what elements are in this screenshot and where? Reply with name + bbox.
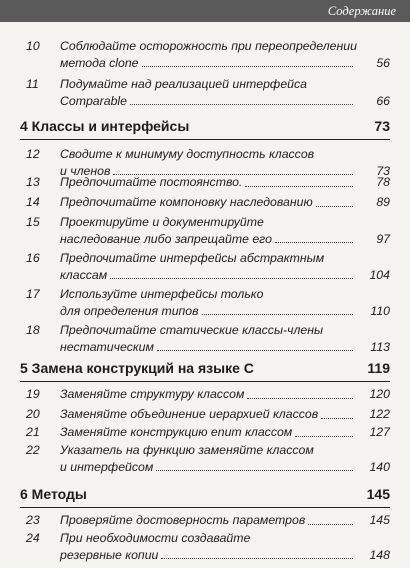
entry-number: 24 — [26, 531, 40, 545]
entry-number: 17 — [26, 287, 40, 301]
toc-entry-23 — [26, 512, 390, 529]
chapter-page: 145 — [366, 486, 390, 502]
entry-title-line: наследование либо запрещайте его — [60, 231, 272, 246]
entry-title-line: для определения типов — [60, 303, 199, 318]
entry-page: 110 — [370, 303, 390, 318]
toc-entry-21 — [26, 424, 390, 441]
entry-title-line: Сводите к минимуму доступность классов — [60, 147, 315, 161]
entry-title-line: и членов — [60, 163, 111, 178]
dot-leader — [316, 206, 353, 207]
dot-leader — [142, 66, 353, 67]
toc-entry-19 — [26, 386, 390, 403]
chapter-title: 5 Замена конструкций на языке С — [20, 360, 254, 376]
toc-entry-16 — [26, 250, 390, 283]
entry-page: 140 — [369, 459, 390, 474]
chapter-heading-4 — [20, 116, 390, 138]
entry-title-line: При необходимости создавайте — [60, 531, 251, 545]
entry-title-line: метода clone — [60, 55, 139, 70]
entry-number: 13 — [26, 175, 40, 189]
toc-entry-20 — [26, 406, 390, 423]
dot-leader — [308, 524, 353, 525]
entry-title-line: нестатическим — [60, 339, 154, 354]
entry-page: 73 — [376, 163, 390, 178]
dot-leader — [110, 278, 353, 279]
toc-entry-15 — [26, 214, 390, 247]
entry-page: 145 — [369, 513, 390, 527]
dot-leader — [295, 436, 353, 437]
dot-leader — [157, 350, 353, 351]
entry-title-line: Используйте интерфейсы только — [60, 287, 264, 301]
dot-leader — [245, 186, 353, 187]
entry-page: 56 — [376, 55, 390, 70]
chapter-title: 6 Методы — [20, 486, 87, 502]
header-title: Содержание — [327, 4, 396, 18]
entry-title-line: и интерфейсом — [60, 459, 154, 474]
chapter-rule — [20, 139, 390, 140]
entry-page: 89 — [376, 195, 390, 209]
entry-number: 10 — [26, 39, 40, 53]
entry-page: 127 — [369, 425, 390, 439]
dot-leader — [156, 470, 353, 471]
entry-number: 23 — [26, 513, 40, 527]
entry-number: 20 — [26, 407, 40, 421]
dot-leader — [275, 242, 353, 243]
entry-title-line: Заменяйте объединение иерархией классов — [60, 407, 319, 421]
entry-page: 104 — [369, 267, 390, 282]
entry-page: 66 — [376, 93, 390, 108]
entry-title-line: Подумайте над реализацией интерфейса — [60, 77, 307, 91]
dot-leader — [202, 314, 353, 315]
chapter-rule — [20, 381, 390, 382]
entry-number: 21 — [26, 425, 40, 439]
chapter-page: 73 — [374, 118, 390, 134]
entry-title-line: Comparable — [60, 93, 127, 108]
entry-title-line: классам — [60, 267, 108, 282]
entry-title-line: Предпочитайте компоновку наследованию — [60, 195, 313, 209]
entry-title-line: Проектируйте и документируйте — [60, 215, 264, 229]
dot-leader — [161, 558, 353, 559]
entry-page: 148 — [369, 547, 390, 562]
entry-page: 97 — [376, 231, 390, 246]
toc-entry-14 — [26, 194, 390, 211]
entry-number: 15 — [26, 215, 40, 229]
entry-title-line: Заменяйте структуру классом — [60, 387, 245, 401]
chapter-heading-5 — [20, 358, 390, 380]
entry-page: 120 — [369, 387, 390, 401]
entry-page: 122 — [369, 407, 390, 421]
entry-title-line: Заменяйте конструкцию enum классом — [60, 425, 293, 439]
entry-number: 11 — [26, 77, 39, 91]
entry-page: 113 — [370, 339, 390, 354]
entry-number: 16 — [26, 251, 40, 265]
page-header — [0, 0, 410, 22]
entry-title-line: Предпочитайте интерфейсы абстрактным — [60, 251, 325, 265]
toc-entry-24 — [26, 530, 390, 563]
entry-title-line: Предпочитайте статические классы-члены — [60, 323, 324, 337]
dot-leader — [130, 104, 353, 105]
toc-entry-10 — [26, 38, 390, 71]
entry-number: 12 — [26, 147, 40, 161]
entry-page: 78 — [376, 175, 390, 189]
entry-title-line: Соблюдайте осторожность при переопределении — [60, 39, 357, 53]
entry-title-line: резервные копии — [60, 547, 159, 562]
toc-entry-22 — [26, 442, 390, 475]
toc-entry-11 — [26, 76, 390, 109]
toc-entry-13 — [26, 174, 390, 191]
entry-title-line: Указатель на функцию заменяйте классом — [60, 443, 314, 457]
entry-title-line: Проверяйте достоверность параметров — [60, 513, 306, 527]
dot-leader — [321, 418, 353, 419]
entry-number: 14 — [26, 195, 40, 209]
toc-entry-18 — [26, 322, 390, 355]
entry-title-line: Предпочитайте постоянство. — [60, 175, 243, 189]
chapter-title: 4 Классы и интерфейсы — [20, 118, 190, 134]
entry-number: 22 — [26, 443, 40, 457]
chapter-heading-6 — [20, 484, 390, 506]
entry-number: 19 — [26, 387, 40, 401]
chapter-rule — [20, 507, 390, 508]
toc-entry-17 — [26, 286, 390, 319]
dot-leader — [247, 398, 353, 399]
chapter-page: 119 — [367, 360, 390, 376]
entry-number: 18 — [26, 323, 40, 337]
